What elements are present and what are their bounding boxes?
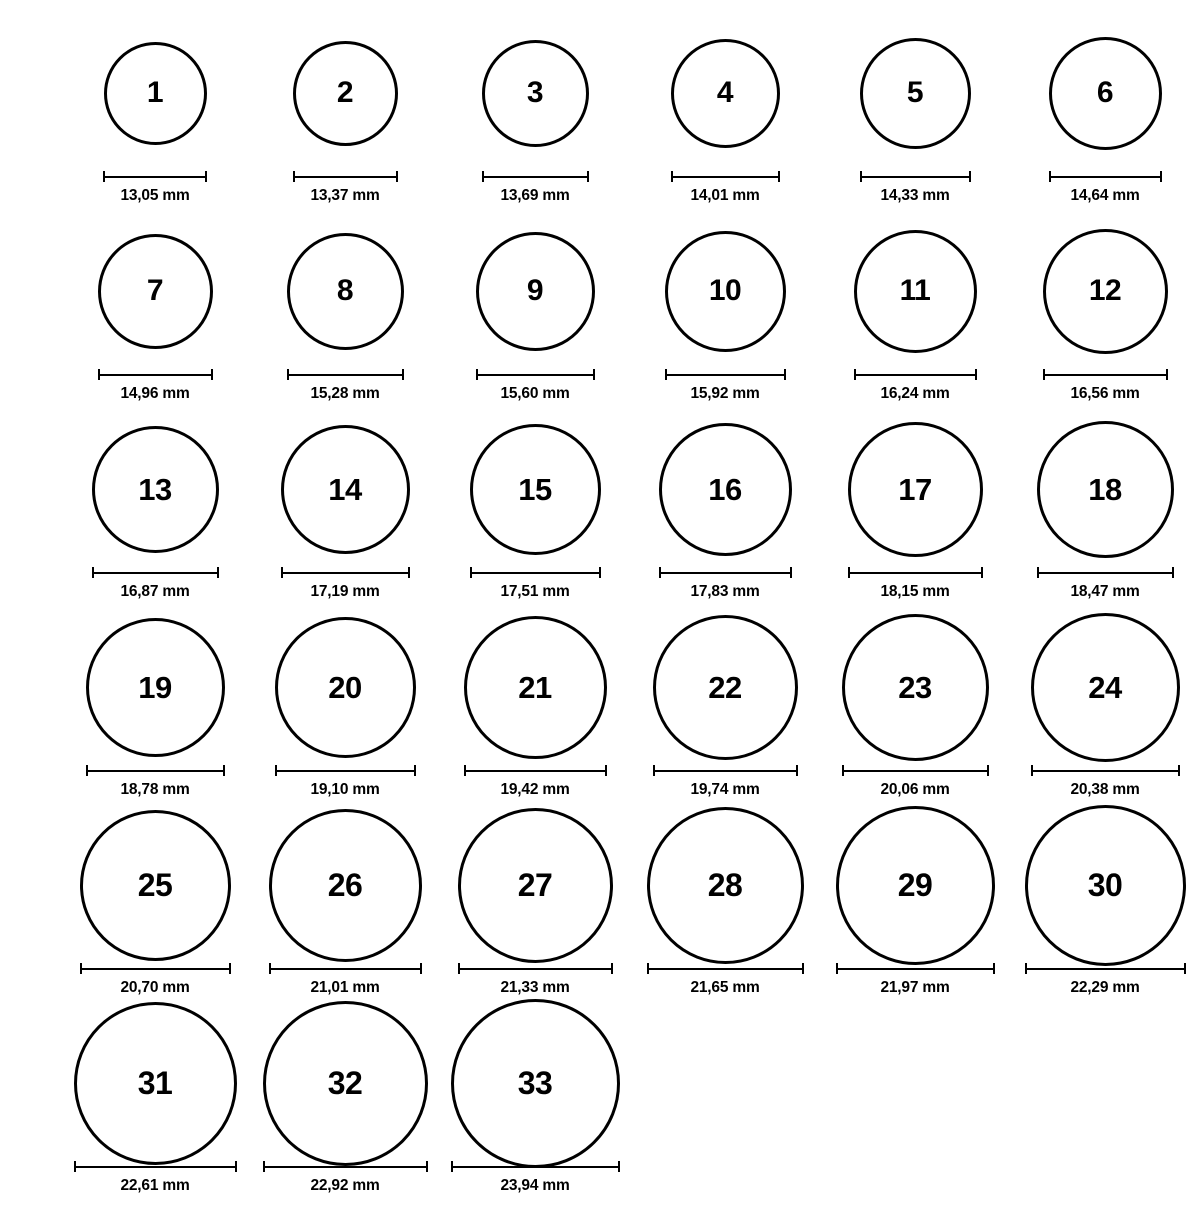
ring-size-cell[interactable]: [1010, 612, 1200, 810]
ring-diameter-label: 16,87 mm: [120, 583, 190, 600]
ruler-cap-right-icon: [1166, 369, 1168, 380]
ring-size-number: 13: [138, 471, 172, 507]
ring-circle-wrap: [476, 216, 595, 366]
ruler-cap-left-icon: [86, 765, 88, 776]
ring-size-cell[interactable]: [1010, 18, 1200, 216]
ring-diameter-ruler: [103, 170, 207, 182]
ruler-bar-icon: [293, 171, 398, 182]
ring-circle: [451, 999, 620, 1168]
ruler-bar-icon: [269, 963, 422, 974]
ring-size-number: 31: [137, 1065, 173, 1101]
ruler-cap-right-icon: [975, 369, 977, 380]
ruler-bar-icon: [92, 567, 219, 578]
ring-size-cell[interactable]: [440, 612, 630, 810]
ring-circle: [98, 234, 213, 349]
ruler-bar-icon: [653, 765, 798, 776]
ring-circle: [860, 38, 971, 149]
ring-size-cell[interactable]: [60, 414, 250, 612]
ring-diameter-ruler: [848, 566, 983, 578]
ring-circle: [293, 41, 398, 146]
ring-diameter-label: 15,60 mm: [500, 385, 570, 402]
ring-circle-wrap: [98, 216, 213, 366]
ring-diameter-ruler: [80, 962, 231, 974]
ring-size-cell[interactable]: [440, 810, 630, 1008]
ring-circle-wrap: [842, 612, 989, 762]
ruler-bar-icon: [842, 765, 989, 776]
ruler-cap-right-icon: [205, 171, 207, 182]
ring-diameter-label: 14,64 mm: [1070, 187, 1140, 204]
ruler-cap-left-icon: [263, 1161, 265, 1172]
ruler-bar-icon: [103, 171, 207, 182]
ring-size-number: 28: [707, 867, 743, 903]
ring-size-cell[interactable]: [630, 18, 820, 216]
ruler-cap-right-icon: [1160, 171, 1162, 182]
ring-circle-wrap: [293, 18, 398, 168]
ruler-bar-icon: [860, 171, 971, 182]
ring-diameter-label: 17,19 mm: [310, 583, 380, 600]
ruler-cap-right-icon: [599, 567, 601, 578]
ring-size-cell[interactable]: [630, 810, 820, 1008]
ruler-cap-right-icon: [802, 963, 804, 974]
ring-size-number: 27: [517, 867, 553, 903]
ring-size-cell[interactable]: [60, 810, 250, 1008]
ring-circle-wrap: [263, 1008, 428, 1158]
ring-diameter-ruler: [275, 764, 416, 776]
ring-circle: [281, 425, 410, 554]
ruler-cap-right-icon: [796, 765, 798, 776]
ruler-cap-left-icon: [287, 369, 289, 380]
ruler-cap-left-icon: [659, 567, 661, 578]
ring-circle: [848, 422, 983, 557]
ring-size-cell[interactable]: [820, 810, 1010, 1008]
ring-size-number: 20: [328, 669, 362, 705]
ring-diameter-label: 22,29 mm: [1070, 979, 1140, 996]
ring-size-number: 18: [1088, 471, 1122, 507]
ruler-bar-icon: [476, 369, 595, 380]
ring-size-cell[interactable]: [440, 1008, 630, 1206]
ring-diameter-ruler: [1025, 962, 1186, 974]
ring-circle: [653, 615, 798, 760]
ring-circle: [1025, 805, 1186, 966]
ruler-cap-right-icon: [426, 1161, 428, 1172]
ruler-cap-right-icon: [605, 765, 607, 776]
ring-size-cell[interactable]: [250, 216, 440, 414]
ring-circle-wrap: [647, 810, 804, 960]
ring-circle-wrap: [74, 1008, 237, 1158]
ruler-cap-right-icon: [587, 171, 589, 182]
ring-size-number: 11: [899, 274, 931, 307]
ring-size-cell[interactable]: [250, 18, 440, 216]
ring-circle-wrap: [92, 414, 219, 564]
ring-circle: [269, 809, 422, 962]
ring-circle: [470, 424, 601, 555]
ruler-cap-right-icon: [618, 1161, 620, 1172]
ring-circle: [665, 231, 786, 352]
ring-size-number: 4: [716, 76, 734, 109]
ring-size-number: 30: [1087, 867, 1123, 903]
ring-circle: [647, 807, 804, 964]
ruler-cap-right-icon: [987, 765, 989, 776]
ring-size-number: 16: [708, 471, 742, 507]
ring-size-cell[interactable]: [60, 18, 250, 216]
ring-size-cell[interactable]: [1010, 810, 1200, 1008]
ruler-cap-right-icon: [784, 369, 786, 380]
ring-diameter-ruler: [293, 170, 398, 182]
ring-diameter-label: 19,42 mm: [500, 781, 570, 798]
ring-diameter-ruler: [665, 368, 786, 380]
ruler-bar-icon: [1025, 963, 1186, 974]
ring-size-cell[interactable]: [1010, 414, 1200, 612]
ring-diameter-ruler: [659, 566, 792, 578]
ring-circle-wrap: [470, 414, 601, 564]
ring-diameter-label: 13,37 mm: [310, 187, 380, 204]
ruler-cap-right-icon: [611, 963, 613, 974]
ring-size-number: 29: [897, 867, 933, 903]
ring-size-number: 9: [526, 274, 544, 307]
ring-circle: [482, 40, 589, 147]
ring-circle: [1031, 613, 1180, 762]
ring-size-cell[interactable]: [820, 612, 1010, 810]
ring-size-cell[interactable]: [820, 18, 1010, 216]
ring-diameter-ruler: [464, 764, 607, 776]
ruler-cap-right-icon: [778, 171, 780, 182]
ring-diameter-label: 23,94 mm: [500, 1177, 570, 1194]
ring-diameter-label: 20,38 mm: [1070, 781, 1140, 798]
ring-diameter-ruler: [92, 566, 219, 578]
ring-circle: [275, 617, 416, 758]
ring-diameter-label: 20,70 mm: [120, 979, 190, 996]
ring-size-number: 33: [517, 1065, 553, 1101]
ring-diameter-label: 14,01 mm: [690, 187, 760, 204]
ring-circle-wrap: [848, 414, 983, 564]
ring-circle-wrap: [281, 414, 410, 564]
ring-size-number: 10: [708, 274, 742, 307]
ring-diameter-ruler: [647, 962, 804, 974]
ring-circle: [263, 1001, 428, 1166]
ring-circle-wrap: [451, 1008, 620, 1158]
ring-size-cell[interactable]: [440, 414, 630, 612]
ring-circle-wrap: [104, 18, 207, 168]
ring-diameter-ruler: [854, 368, 977, 380]
ring-size-number: 26: [327, 867, 363, 903]
ring-diameter-label: 18,47 mm: [1070, 583, 1140, 600]
ruler-cap-left-icon: [293, 171, 295, 182]
ruler-bar-icon: [464, 765, 607, 776]
ring-diameter-label: 13,69 mm: [500, 187, 570, 204]
ruler-bar-icon: [275, 765, 416, 776]
ring-circle-wrap: [854, 216, 977, 366]
ruler-cap-left-icon: [470, 567, 472, 578]
ring-diameter-label: 17,83 mm: [690, 583, 760, 600]
ring-circle-wrap: [1049, 18, 1162, 168]
ring-circle-wrap: [1025, 810, 1186, 960]
ring-diameter-ruler: [842, 764, 989, 776]
ruler-cap-left-icon: [836, 963, 838, 974]
ring-diameter-label: 13,05 mm: [120, 187, 190, 204]
ring-circle-wrap: [86, 612, 225, 762]
ring-size-cell[interactable]: [820, 216, 1010, 414]
ring-circle: [1037, 421, 1174, 558]
ring-size-number: 19: [138, 669, 172, 705]
ring-diameter-label: 18,78 mm: [120, 781, 190, 798]
ring-diameter-ruler: [653, 764, 798, 776]
ring-diameter-ruler: [1037, 566, 1174, 578]
ring-size-cell[interactable]: [630, 612, 820, 810]
ruler-bar-icon: [671, 171, 780, 182]
ruler-bar-icon: [836, 963, 995, 974]
ring-diameter-label: 16,56 mm: [1070, 385, 1140, 402]
ring-circle-wrap: [653, 612, 798, 762]
ring-size-number: 32: [327, 1065, 363, 1101]
ring-diameter-label: 21,01 mm: [310, 979, 380, 996]
ruler-bar-icon: [451, 1161, 620, 1172]
ring-circle: [458, 808, 613, 963]
ruler-bar-icon: [458, 963, 613, 974]
ruler-cap-left-icon: [458, 963, 460, 974]
ruler-bar-icon: [659, 567, 792, 578]
ring-diameter-ruler: [671, 170, 780, 182]
ring-size-number: 12: [1088, 274, 1122, 307]
ring-diameter-ruler: [836, 962, 995, 974]
ring-circle: [80, 810, 231, 961]
ruler-bar-icon: [263, 1161, 428, 1172]
ring-size-number: 17: [898, 471, 932, 507]
ruler-cap-right-icon: [229, 963, 231, 974]
ruler-cap-left-icon: [653, 765, 655, 776]
ruler-cap-left-icon: [842, 765, 844, 776]
ring-diameter-label: 15,92 mm: [690, 385, 760, 402]
ring-diameter-ruler: [458, 962, 613, 974]
ring-size-number: 22: [708, 669, 742, 705]
ruler-cap-left-icon: [451, 1161, 453, 1172]
ruler-cap-left-icon: [476, 369, 478, 380]
ring-circle: [464, 616, 607, 759]
ruler-cap-left-icon: [74, 1161, 76, 1172]
ring-diameter-label: 21,97 mm: [880, 979, 950, 996]
ruler-bar-icon: [86, 765, 225, 776]
ring-size-number: 6: [1096, 76, 1114, 109]
ruler-cap-left-icon: [464, 765, 466, 776]
ring-circle-wrap: [80, 810, 231, 960]
ring-size-cell[interactable]: [440, 216, 630, 414]
ring-circle: [287, 233, 404, 350]
ring-diameter-ruler: [1043, 368, 1168, 380]
ring-size-number: 5: [906, 76, 924, 109]
ring-circle: [659, 423, 792, 556]
ruler-cap-right-icon: [969, 171, 971, 182]
ruler-bar-icon: [1031, 765, 1180, 776]
ring-circle: [1049, 37, 1162, 150]
ruler-bar-icon: [1049, 171, 1162, 182]
ring-circle-wrap: [275, 612, 416, 762]
ring-size-number: 23: [898, 669, 932, 705]
ring-diameter-ruler: [86, 764, 225, 776]
ruler-cap-left-icon: [647, 963, 649, 974]
ring-size-cell[interactable]: [60, 1008, 250, 1206]
ring-circle-wrap: [1031, 612, 1180, 762]
ruler-cap-left-icon: [1049, 171, 1051, 182]
ruler-cap-right-icon: [1178, 765, 1180, 776]
ring-size-cell[interactable]: [820, 414, 1010, 612]
ruler-cap-left-icon: [80, 963, 82, 974]
ruler-bar-icon: [482, 171, 589, 182]
ring-size-number: 21: [518, 669, 552, 705]
ring-size-number: 8: [336, 274, 354, 307]
ruler-cap-right-icon: [217, 567, 219, 578]
ring-diameter-label: 17,51 mm: [500, 583, 570, 600]
ring-diameter-ruler: [74, 1160, 237, 1172]
ruler-bar-icon: [1037, 567, 1174, 578]
ring-circle-wrap: [269, 810, 422, 960]
ring-size-cell[interactable]: [630, 414, 820, 612]
ring-circle: [842, 614, 989, 761]
ring-size-cell[interactable]: [60, 216, 250, 414]
ruler-cap-right-icon: [993, 963, 995, 974]
ring-diameter-ruler: [482, 170, 589, 182]
ruler-cap-left-icon: [275, 765, 277, 776]
ring-diameter-ruler: [470, 566, 601, 578]
ruler-cap-right-icon: [981, 567, 983, 578]
ring-diameter-ruler: [860, 170, 971, 182]
ring-circle: [836, 806, 995, 965]
ring-diameter-ruler: [1031, 764, 1180, 776]
ring-diameter-ruler: [269, 962, 422, 974]
ring-diameter-ruler: [1049, 170, 1162, 182]
ruler-cap-left-icon: [98, 369, 100, 380]
ruler-cap-left-icon: [665, 369, 667, 380]
ring-diameter-label: 21,33 mm: [500, 979, 570, 996]
ring-diameter-label: 18,15 mm: [880, 583, 950, 600]
ring-circle-wrap: [671, 18, 780, 168]
ring-circle-wrap: [1043, 216, 1168, 366]
ring-diameter-ruler: [281, 566, 410, 578]
ruler-cap-right-icon: [223, 765, 225, 776]
ring-circle-wrap: [1037, 414, 1174, 564]
ruler-bar-icon: [74, 1161, 237, 1172]
ring-diameter-ruler: [476, 368, 595, 380]
ring-diameter-label: 19,74 mm: [690, 781, 760, 798]
ring-diameter-label: 19,10 mm: [310, 781, 380, 798]
ruler-cap-right-icon: [1184, 963, 1186, 974]
ring-circle: [104, 42, 207, 145]
ring-circle-wrap: [665, 216, 786, 366]
ring-size-cell[interactable]: [250, 612, 440, 810]
ring-diameter-ruler: [287, 368, 404, 380]
ruler-cap-left-icon: [1043, 369, 1045, 380]
ruler-cap-left-icon: [269, 963, 271, 974]
ruler-cap-left-icon: [671, 171, 673, 182]
ruler-bar-icon: [854, 369, 977, 380]
ring-circle-wrap: [464, 612, 607, 762]
ring-diameter-label: 20,06 mm: [880, 781, 950, 798]
ring-circle: [92, 426, 219, 553]
ring-circle-wrap: [836, 810, 995, 960]
ruler-bar-icon: [80, 963, 231, 974]
ring-diameter-label: 14,96 mm: [120, 385, 190, 402]
ring-diameter-ruler: [263, 1160, 428, 1172]
ruler-bar-icon: [281, 567, 410, 578]
ruler-bar-icon: [287, 369, 404, 380]
ring-size-cell[interactable]: [250, 414, 440, 612]
ring-size-number: 1: [146, 76, 164, 109]
ruler-cap-left-icon: [860, 171, 862, 182]
ruler-cap-left-icon: [1031, 765, 1033, 776]
ring-diameter-label: 14,33 mm: [880, 187, 950, 204]
ring-size-cell[interactable]: [440, 18, 630, 216]
ring-circle: [74, 1002, 237, 1165]
ruler-bar-icon: [848, 567, 983, 578]
ring-size-cell[interactable]: [250, 810, 440, 1008]
ring-size-number: 24: [1088, 669, 1122, 705]
ring-diameter-label: 21,65 mm: [690, 979, 760, 996]
ring-diameter-label: 16,24 mm: [880, 385, 950, 402]
ring-circle-wrap: [482, 18, 589, 168]
ring-size-cell[interactable]: [250, 1008, 440, 1206]
ruler-cap-left-icon: [848, 567, 850, 578]
ruler-bar-icon: [470, 567, 601, 578]
ruler-cap-left-icon: [1025, 963, 1027, 974]
ring-circle: [671, 39, 780, 148]
ring-circle: [854, 230, 977, 353]
ring-size-number: 2: [336, 76, 354, 109]
ruler-cap-right-icon: [235, 1161, 237, 1172]
ring-diameter-label: 15,28 mm: [310, 385, 380, 402]
ring-size-cell[interactable]: [60, 612, 250, 810]
ring-size-number: 3: [526, 76, 544, 109]
ruler-cap-right-icon: [396, 171, 398, 182]
ring-circle: [86, 618, 225, 757]
ruler-cap-right-icon: [211, 369, 213, 380]
ring-size-number: 7: [146, 274, 164, 307]
ring-diameter-label: 22,61 mm: [120, 1177, 190, 1194]
ruler-bar-icon: [1043, 369, 1168, 380]
ring-size-number: 25: [137, 867, 173, 903]
ring-size-cell[interactable]: [630, 216, 820, 414]
ruler-cap-right-icon: [408, 567, 410, 578]
ring-circle-wrap: [287, 216, 404, 366]
ring-diameter-ruler: [98, 368, 213, 380]
ruler-bar-icon: [665, 369, 786, 380]
ring-diameter-ruler: [451, 1160, 620, 1172]
ruler-cap-left-icon: [854, 369, 856, 380]
ruler-cap-left-icon: [1037, 567, 1039, 578]
ruler-cap-right-icon: [593, 369, 595, 380]
ruler-cap-left-icon: [281, 567, 283, 578]
ring-size-number: 14: [328, 471, 362, 507]
ring-circle: [1043, 229, 1168, 354]
ring-circle-wrap: [860, 18, 971, 168]
ring-grid: [60, 18, 1170, 1206]
ruler-cap-right-icon: [402, 369, 404, 380]
ruler-bar-icon: [98, 369, 213, 380]
ruler-cap-right-icon: [414, 765, 416, 776]
ring-size-number: 15: [518, 471, 552, 507]
ruler-cap-right-icon: [1172, 567, 1174, 578]
ring-circle-wrap: [458, 810, 613, 960]
ring-circle-wrap: [659, 414, 792, 564]
ruler-cap-right-icon: [420, 963, 422, 974]
ruler-cap-left-icon: [482, 171, 484, 182]
ring-circle: [476, 232, 595, 351]
ring-size-cell[interactable]: [1010, 216, 1200, 414]
ring-diameter-label: 22,92 mm: [310, 1177, 380, 1194]
ruler-cap-left-icon: [103, 171, 105, 182]
ruler-cap-right-icon: [790, 567, 792, 578]
ruler-bar-icon: [647, 963, 804, 974]
ruler-cap-left-icon: [92, 567, 94, 578]
